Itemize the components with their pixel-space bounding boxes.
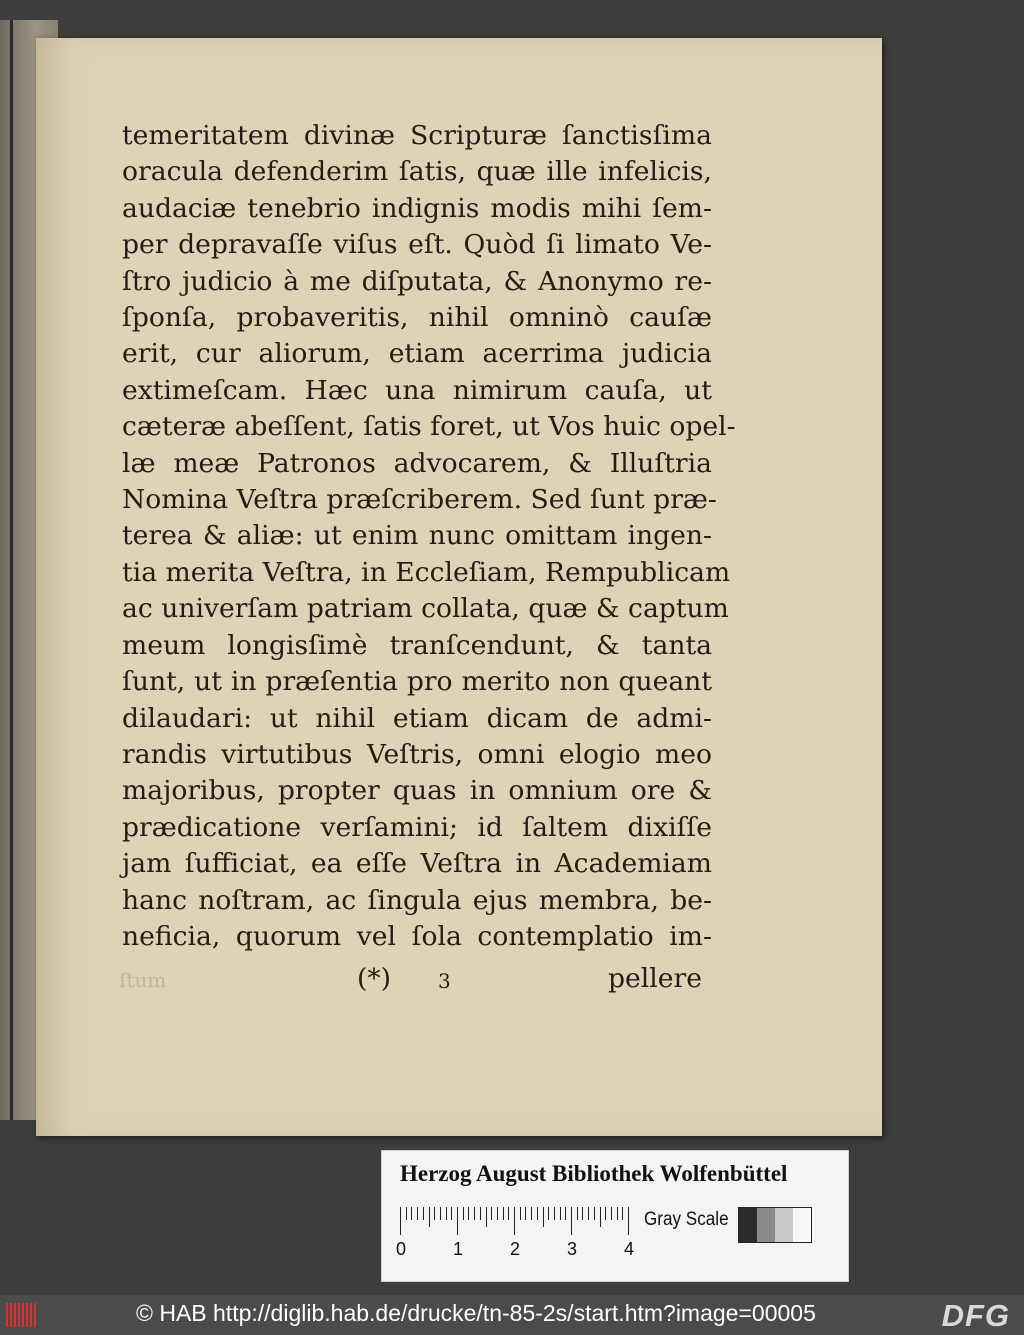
ruler-tick [468,1207,469,1220]
ruler-tick [560,1207,561,1220]
ruler-tick [554,1207,555,1220]
ruler-tick [451,1207,452,1220]
text-line: ſtro judicio à me diſputata, & Anonymo re- [122,265,712,297]
text-line: per depravaſſe viſus eſt. Quòd ſi limato Ve- [122,229,712,261]
text-line: ſunt, ut in præſentia pro merito non queant [122,666,712,698]
text-line: audaciæ tenebrio indignis modis mihi ſem- [122,192,712,224]
text-line: cæteræ abeſſent, ſatis foret, ut Vos huic opel- [122,411,736,443]
viewer-footer-bar [0,1295,1024,1335]
ruler-tick [411,1207,412,1220]
ruler-tick [514,1207,515,1235]
text-line: meum longisſimè tranſcendunt, & tanta [122,629,712,661]
ruler-tick [565,1207,566,1220]
ruler-tick [417,1207,418,1220]
ruler-tick [531,1207,532,1220]
ruler-tick [617,1207,618,1220]
ruler-tick [463,1207,464,1220]
text-line: Nomina Veſtra præſcriberem. Sed ſunt præ- [122,484,717,516]
copyright-url: © HAB http://diglib.hab.de/drucke/tn-85-2s/start.htm?image=00005 [136,1300,816,1326]
ruler-tick [491,1207,492,1220]
scale-ruler [400,1207,632,1235]
ruler-tick [594,1207,595,1220]
ruler-tick [400,1207,401,1235]
text-line: randis virtutibus Veſtris, omni elogio meo [122,738,712,770]
text-line: majoribus, propter quas in omnium ore & [122,775,712,807]
ruler-tick [520,1207,521,1220]
ruler-number: 3 [567,1239,578,1259]
signature-mark: (*) [357,963,392,994]
catchword: pellere [608,963,702,994]
ruler-tick [605,1207,606,1220]
gray-swatch-cell [793,1208,811,1242]
ruler-tick [457,1207,458,1235]
ruler-tick [480,1207,481,1220]
gray-swatch-cell [739,1208,757,1242]
gray-swatch-cell [775,1208,793,1242]
ruler-tick [622,1207,623,1220]
logo-stripe [22,1303,24,1327]
ruler-tick [406,1207,407,1220]
logo-stripe [34,1303,36,1327]
ruler-tick [577,1207,578,1220]
ruler-tick [486,1207,487,1227]
book-spine [10,20,13,1120]
ruler-tick [434,1207,435,1220]
ruler-number: 1 [453,1239,464,1259]
text-line: extimeſcam. Hæc una nimirum cauſa, ut [122,374,712,406]
logo-stripe [30,1303,32,1327]
gray-scale-label: Gray Scale [644,1209,729,1230]
ruler-tick [429,1207,430,1227]
text-line: erit, cur aliorum, etiam acerrima judicia [122,338,712,370]
text-line: dilaudari: ut nihil etiam dicam de admi- [122,702,712,734]
ruler-tick [525,1207,526,1220]
ruler-tick [474,1207,475,1220]
ruler-tick [582,1207,583,1220]
gray-swatch-cell [757,1208,775,1242]
ruler-tick [503,1207,504,1220]
text-line: temeritatem divinæ Scripturæ ſanctisſima [122,120,712,151]
library-name: Herzog August Bibliothek Wolfenbüttel [400,1161,788,1186]
text-line: læ meæ Patronos advocarem, & Illuſtria [122,447,712,479]
text-line: ac univerſam patriam collata, quæ & captum [122,593,729,625]
ruler-tick [440,1207,441,1220]
text-line: tia merita Veſtra, in Eccleſiam, Rempublicam [122,556,731,588]
text-line: ſponſa, probaveritis, nihil omninò cauſæ [122,302,712,334]
gray-scale-swatch [738,1207,812,1243]
bleed-through-text: ſtum [119,968,167,992]
text-line: jam ſufficiat, ea eſſe Veſtra in Academiam [122,848,712,880]
ruler-tick [423,1207,424,1220]
text-line: prædicatione verſamini; id ſaltem dixiſſe [122,811,712,843]
logo-stripe [14,1303,16,1327]
ruler-tick [446,1207,447,1220]
page-footer [122,963,712,1003]
logo-stripe [10,1303,12,1327]
text-line: oracula defenderim ſatis, quæ ille infelicis, [122,156,712,188]
book-page [36,38,882,1136]
logo-stripe [6,1303,8,1327]
ruler-tick [548,1207,549,1220]
ruler-tick [508,1207,509,1220]
ruler-tick [588,1207,589,1220]
page-text-block [122,118,736,955]
ruler-tick [537,1207,538,1220]
ruler-tick [628,1207,629,1235]
logo-stripe [18,1303,20,1327]
ruler-tick [543,1207,544,1227]
ruler-tick [497,1207,498,1220]
text-line: terea & aliæ: ut enim nunc omittam ingen- [122,520,712,552]
ruler-tick [611,1207,612,1220]
library-color-chart-label [381,1150,849,1282]
text-line: neficia, quorum vel ſola contemplatio im- [122,920,712,952]
ruler-number: 4 [624,1239,635,1259]
ruler-number: 0 [396,1239,407,1259]
ruler-number: 2 [510,1239,521,1259]
text-line: hanc noſtram, ac ſingula ejus membra, be- [122,884,712,916]
dfg-logo: DFG [941,1298,1010,1333]
hab-logo-icon [6,1303,40,1327]
page-number: 3 [438,969,451,993]
ruler-tick [600,1207,601,1227]
logo-stripe [26,1303,28,1327]
ruler-labels [396,1239,646,1263]
ruler-tick [571,1207,572,1235]
